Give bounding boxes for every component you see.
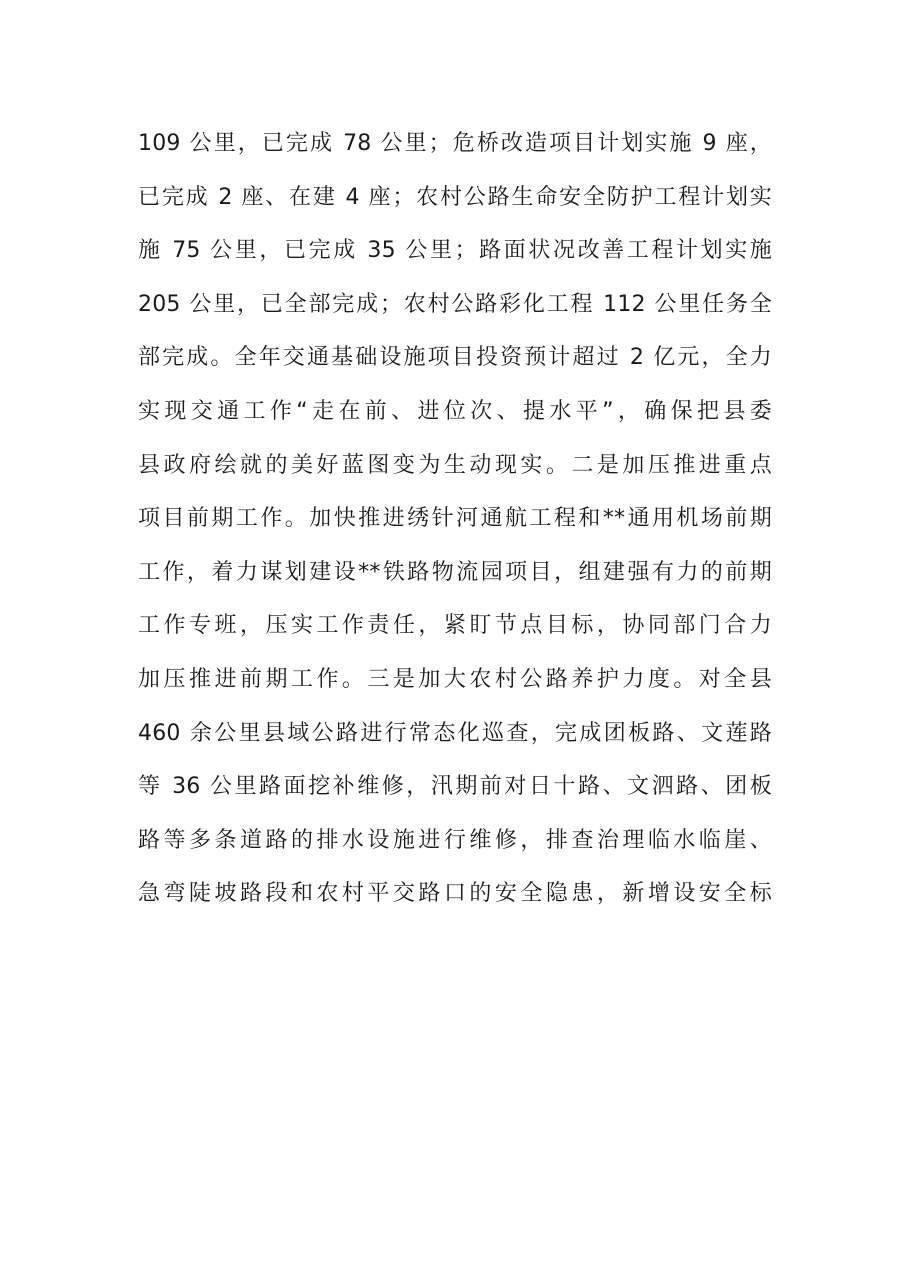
text-line: 工作专班，压实工作责任，紧盯节点目标，协同部门合力	[138, 613, 772, 639]
text-line: 加压推进前期工作。三是加大农村公路养护力度。对全县	[138, 666, 772, 692]
text-line: 部完成。全年交通基础设施项目投资预计超过 2 亿元，全力	[138, 345, 772, 371]
text-line: 工作，着力谋划建设**铁路物流园项目，组建强有力的前期	[138, 559, 772, 585]
text-line: 实现交通工作“走在前、进位次、提水平”，确保把县委	[138, 398, 772, 424]
text-line: 急弯陡坡路段和农村平交路口的安全隐患，新增设安全标	[138, 881, 772, 907]
text-line: 460 余公里县域公路进行常态化巡查，完成团板路、文莲路	[138, 720, 772, 746]
text-line: 路等多条道路的排水设施进行维修，排查治理临水临崖、	[138, 827, 772, 853]
text-line: 施 75 公里，已完成 35 公里；路面状况改善工程计划实施	[138, 238, 772, 264]
text-line: 项目前期工作。加快推进绣针河通航工程和**通用机场前期	[138, 506, 772, 532]
text-line: 205 公里，已全部完成；农村公路彩化工程 112 公里任务全	[138, 291, 772, 317]
text-line: 等 36 公里路面挖补维修，汛期前对日十路、文泗路、团板	[138, 774, 772, 800]
text-line: 已完成 2 座、在建 4 座；农村公路生命安全防护工程计划实	[138, 184, 772, 210]
body-text	[138, 122, 772, 926]
text-line: 县政府绘就的美好蓝图变为生动现实。二是加压推进重点	[138, 452, 772, 478]
text-line: 109 公里，已完成 78 公里；危桥改造项目计划实施 9 座，	[138, 131, 772, 156]
